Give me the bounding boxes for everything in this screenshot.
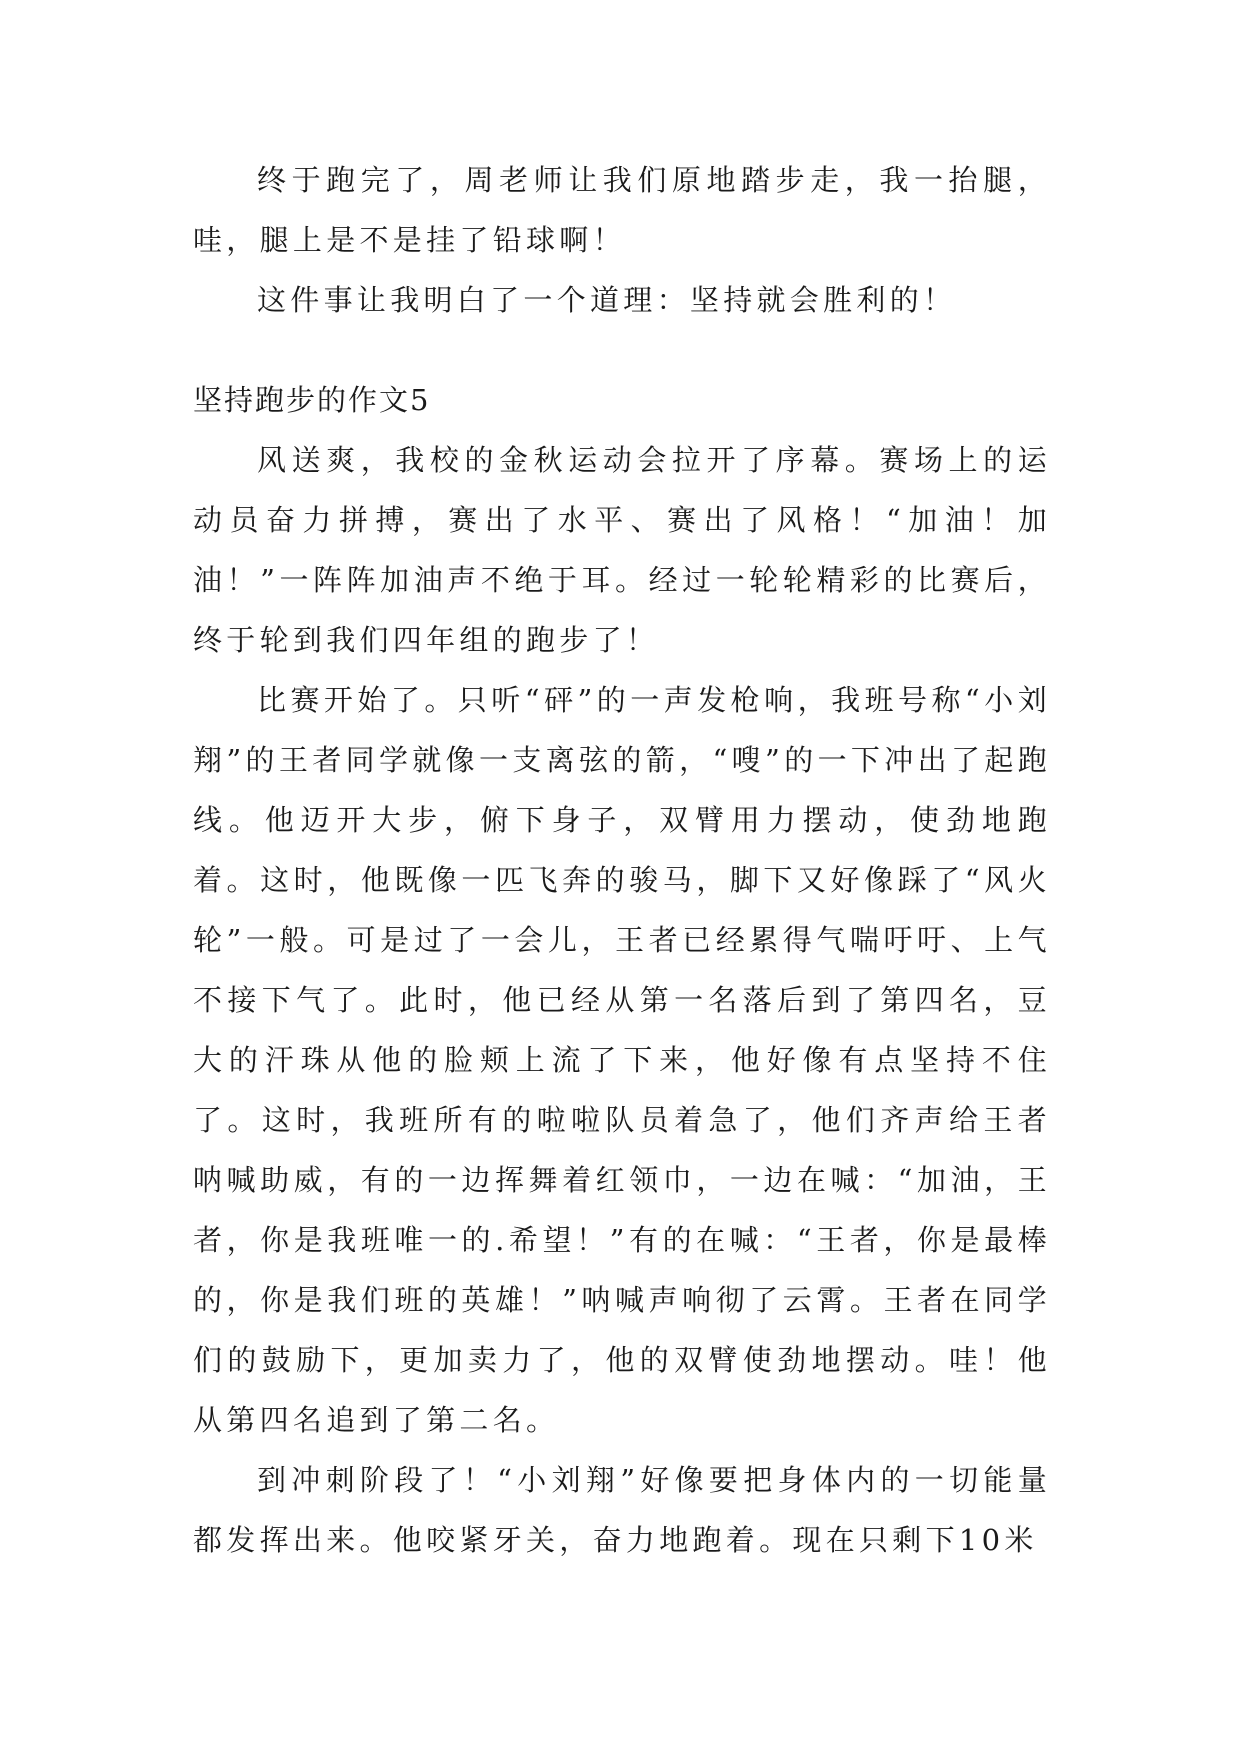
document-body: [193, 150, 1051, 1570]
paragraph-sprint: 到冲刺阶段了！“小刘翔”好像要把身体内的一切能量都发挥出来。他咬紧牙关，奋力地跑着。现在只剩下10米: [193, 1463, 1051, 1557]
paragraph-sports-meet: 风送爽，我校的金秋运动会拉开了序幕。赛场上的运动员奋力拼搏，赛出了水平、赛出了风格！“加油！加油！”一阵阵加油声不绝于耳。经过一轮轮精彩的比赛后，终于轮到我们四年组的跑步了！: [193, 443, 1051, 657]
section-spacer: [193, 330, 1051, 370]
paragraph-race-start: 比赛开始了。只听“砰”的一声发枪响，我班号称“小刘翔”的王者同学就像一支离弦的箭，“嗖”的一下冲出了起跑线。他迈开大步，俯下身子，双臂用力摆动，使劲地跑着。这时，他既像一匹飞奔的骏马，脚下又好像踩了“风火轮”一般。可是过了一会儿，王者已经累得气喘吁吁、上气不接下气了。此时，他已经从第一名落后到了第四名，豆大的汗珠从他的脸颊上流了下来，他好像有点坚持不住了。这时，我班所有的啦啦队员着急了，他们齐声给王者呐喊助威，有的一边挥舞着红领巾，一边在喊：“加油，王者，你是我班唯一的.希望！”有的在喊：“王者，你是最棒的，你是我们班的英雄！”呐喊声响彻了云霄。王者在同学们的鼓励下，更加卖力了，他的双臂使劲地摆动。哇！他从第四名追到了第二名。: [193, 683, 1051, 1437]
paragraph-lesson: 这件事让我明白了一个道理：坚持就会胜利的！: [257, 283, 957, 317]
paragraph-finished-running: 终于跑完了，周老师让我们原地踏步走，我一抬腿，哇，腿上是不是挂了铅球啊！: [193, 163, 1051, 257]
section-title: 坚持跑步的作文5: [193, 383, 431, 417]
